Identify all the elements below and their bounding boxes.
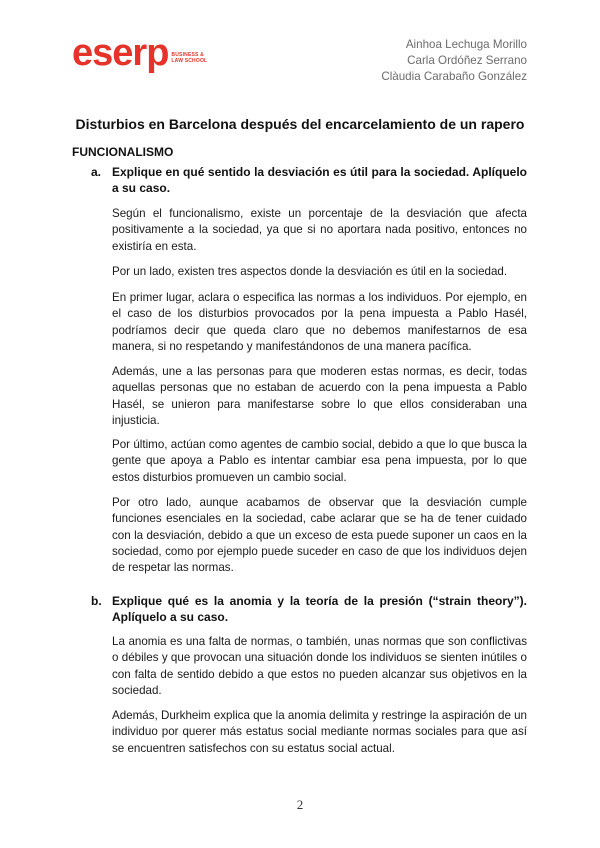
question-a-letter: a. bbox=[91, 165, 102, 179]
section-heading: FUNCIONALISMO bbox=[72, 145, 174, 159]
logo-subtitle bbox=[171, 52, 207, 64]
paragraph-b-1: La anomia es una falta de normas, o también, unas normas que son conflictivas o débiles y que provocan una situación donde los individuos se sienten inútiles o con falta de sentido debido a que estos no pueden alcanzar sus objetivos en la sociedad. bbox=[112, 635, 527, 697]
paragraph-a-1: Según el funcionalismo, existe un porcentaje de la desviación que afecta positivamente a la sociedad, ya que si no aportara nada positivo, entonces no existiría en esta. bbox=[112, 207, 527, 253]
paragraph-a-3: En primer lugar, aclara o especifica las normas a los individuos. Por ejemplo, en el caso de los disturbios provocados por la pena impuesta a Pablo Hasél, podríamos decir que queda claro que no debemos manifestarnos de esa manera, si no respetando y manifestándonos de una manera pacífica. bbox=[112, 291, 527, 353]
question-b-letter: b. bbox=[91, 594, 102, 608]
logo-subtitle-line-2: LAW SCHOOL bbox=[171, 58, 208, 64]
author-1: Ainhoa Lechuga Morillo bbox=[405, 38, 527, 51]
logo-wordmark: eserp bbox=[72, 32, 169, 74]
author-3: Clàudia Carabaño González bbox=[381, 70, 527, 83]
question-b-text: Explique qué es la anomia y la teoría de la presión (“strain theory”). Aplíquelo a su caso. bbox=[112, 594, 527, 624]
author-list bbox=[381, 37, 527, 85]
logo-subtitle-line-1: BUSINESS & bbox=[171, 52, 204, 58]
eserp-logo bbox=[72, 34, 207, 72]
question-a-text: Explique en qué sentido la desviación es útil para la sociedad. Aplíquelo a su caso. bbox=[112, 165, 527, 195]
question-b bbox=[91, 594, 527, 625]
author-2: Carla Ordóñez Serrano bbox=[407, 54, 527, 67]
paragraph-a-6: Por otro lado, aunque acabamos de observar que la desviación cumple funciones esenciales en la sociedad, cabe aclarar que se ha de tener cuidado con la desviación, debido a que un exceso de esta puede suponer un caos en la sociedad, como por ejemplo puede suceder en caso de que los individuos dejen de respetar las normas. bbox=[112, 496, 527, 575]
paragraph-a-5: Por último, actúan como agentes de cambio social, debido a que lo que busca la gente que apoya a Pablo es intentar cambiar esa pena impuesta, por lo que estos disturbios promueven un cambio social. bbox=[112, 438, 527, 484]
question-a bbox=[91, 165, 527, 196]
paragraph-b-2: Además, Durkheim explica que la anomia delimita y restringe la aspiración de un individuo por querer más estatus social mediante normas sociales para que así se encuentren satisfechos con su estatus social actual. bbox=[112, 709, 528, 755]
paragraph-a-2: Por un lado, existen tres aspectos donde la desviación es útil en la sociedad. bbox=[112, 265, 508, 278]
paragraph-a-4: Además, une a las personas para que moderen estas normas, es decir, todas aquellas personas que no estaban de acuerdo con la pena impuesta a Pablo Hasél, se unieron para manifestarse sobre lo que ellos consideraban una injusticia. bbox=[112, 365, 527, 427]
page-number: 2 bbox=[296, 797, 304, 812]
document-title: Disturbios en Barcelona después del encarcelamiento de un rapero bbox=[75, 116, 525, 132]
